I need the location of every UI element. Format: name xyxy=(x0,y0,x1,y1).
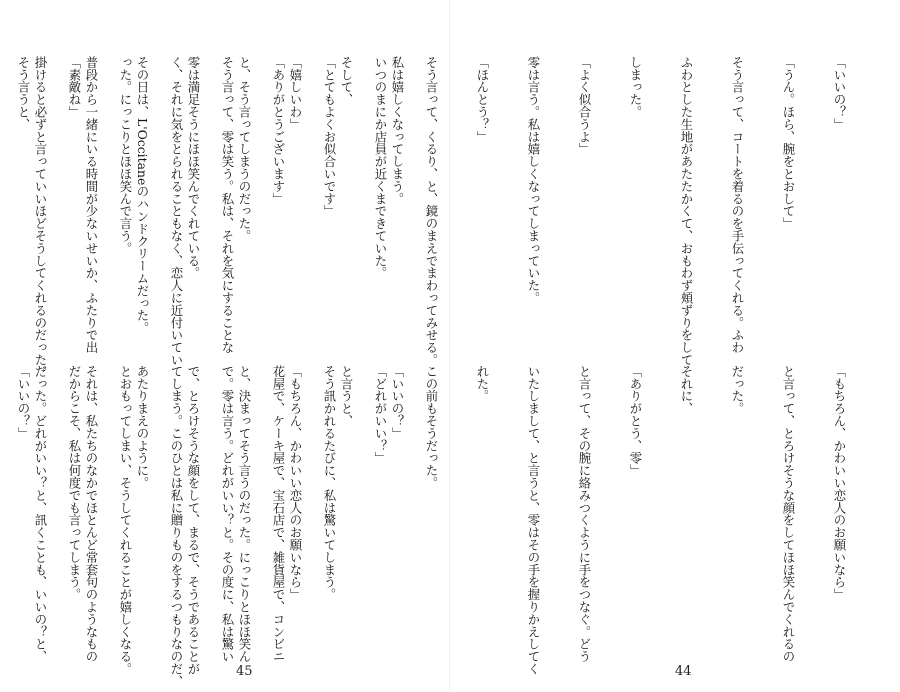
text-line: 「もちろん、かわいい恋人のお願いなら」 xyxy=(832,365,847,601)
text-line: それは、私たちのなかでほとんど常套句のようなもの xyxy=(84,365,99,663)
text-line: だった。どれがいい？と、訊くことも、いいの？と、 xyxy=(33,365,48,663)
text-line: その日は、L'Occitaneのハンドクリームだった。 xyxy=(135,56,150,335)
text-line: と、そう言ってしまうのだった。 xyxy=(237,56,252,242)
text-line: 「うん。ほら、腕をとおして」 xyxy=(781,56,796,230)
text-line: と言うと、 xyxy=(339,365,354,427)
text-line: 「ほんとう？」 xyxy=(475,56,490,143)
text-line: 私は嬉しくなってしまう。 xyxy=(390,56,405,205)
text-line: そう言って、コートを着るのを手伝ってくれる。ふわ xyxy=(730,56,745,354)
text-line: あたりまえのように。 xyxy=(135,365,150,489)
text-line: 「よく似合うよ」 xyxy=(577,56,592,156)
text-line: 「いいの？」 xyxy=(390,365,405,440)
text-line: で、とろけそうな顔をして、まるで、そうであることが xyxy=(186,365,201,675)
text-line: 掛けると必ずと言っていいほどそうしてくれるのだった。 xyxy=(33,56,48,379)
text-line: 零は言う。私は嬉しくなってしまっていた。 xyxy=(526,56,541,304)
text-line: そう言って、くるり、と、鏡のまえでまわってみせる。 xyxy=(424,56,439,366)
text-line: 「とてもよくお似合いです」 xyxy=(322,56,337,218)
text-line: この前もそうだった。 xyxy=(424,365,439,489)
text-line: だからこそ、私は何度でも言ってしまう。 xyxy=(67,365,82,601)
text-line: そう言うと、 xyxy=(16,56,31,131)
text-line: だった。 xyxy=(730,365,745,415)
text-line: 零は満足そうにほほ笑んでくれている。 xyxy=(186,56,201,280)
text-line: いつのまにか店員が近くまできていた。 xyxy=(373,56,388,280)
text-line: 「いいの？」 xyxy=(832,56,847,131)
text-line: 「ありがとうございます」 xyxy=(271,56,286,205)
text-line: 「嬉しいわ」 xyxy=(288,56,303,131)
text-block-top xyxy=(0,56,882,379)
text-line: いたしまして、と言うと、零はその手を握りかえしてく xyxy=(526,365,541,675)
text-line: ふわとした生地があたたかくて、おもわず頬ずりをして xyxy=(679,56,694,366)
text-line: 「もちろん、かわいい恋人のお願いなら」 xyxy=(288,365,303,601)
text-line: そう訊かれるたびに、私は驚いてしまう。 xyxy=(322,365,337,601)
text-line: 「ありがとう、零」 xyxy=(628,365,643,477)
text-line: そう言って、零は笑う。私は、それを気にすることな xyxy=(220,56,235,354)
text-line: しまった。 xyxy=(628,56,643,118)
text-line: てしまう。このひとは私に贈りものをするつもりなのだ、 xyxy=(169,365,184,688)
text-line: 「素敵ね」 xyxy=(67,56,82,118)
page-number: 45 xyxy=(236,664,253,679)
text-line: 「いいの？」 xyxy=(16,365,31,440)
text-line: とおもってしまい、そうしてくれることが嬉しくなる。 xyxy=(118,365,133,675)
text-line: く、それに気をとられることもなく、恋人に近付いてい xyxy=(169,56,184,366)
text-line: った。にっこりとほほ笑んで言う。 xyxy=(118,56,133,255)
text-line: と言って、その腕に絡みつくように手をつなぐ。どう xyxy=(577,365,592,663)
text-line: で。零は言う。どれがいい？と。その度に、私は驚い xyxy=(220,365,235,663)
text-line: と言って、とろけそうな顔をしてほほ笑んでくれるの xyxy=(781,365,796,663)
text-line: れた。 xyxy=(475,365,490,403)
text-line: 花屋で、ケーキ屋で、宝石店で、雑貨屋で、コンビニ xyxy=(271,365,286,663)
text-line: 「どれがいい？」 xyxy=(373,365,388,465)
text-line: 普段から一緒にいる時間が少ないせいか、ふたりで出 xyxy=(84,56,99,354)
page-number: 44 xyxy=(675,664,692,679)
text-line: と、決まってそう言うのだった。にっこりとほほ笑ん xyxy=(237,365,252,663)
text-line: そして、 xyxy=(339,56,354,106)
text-line: それに、 xyxy=(679,365,694,415)
